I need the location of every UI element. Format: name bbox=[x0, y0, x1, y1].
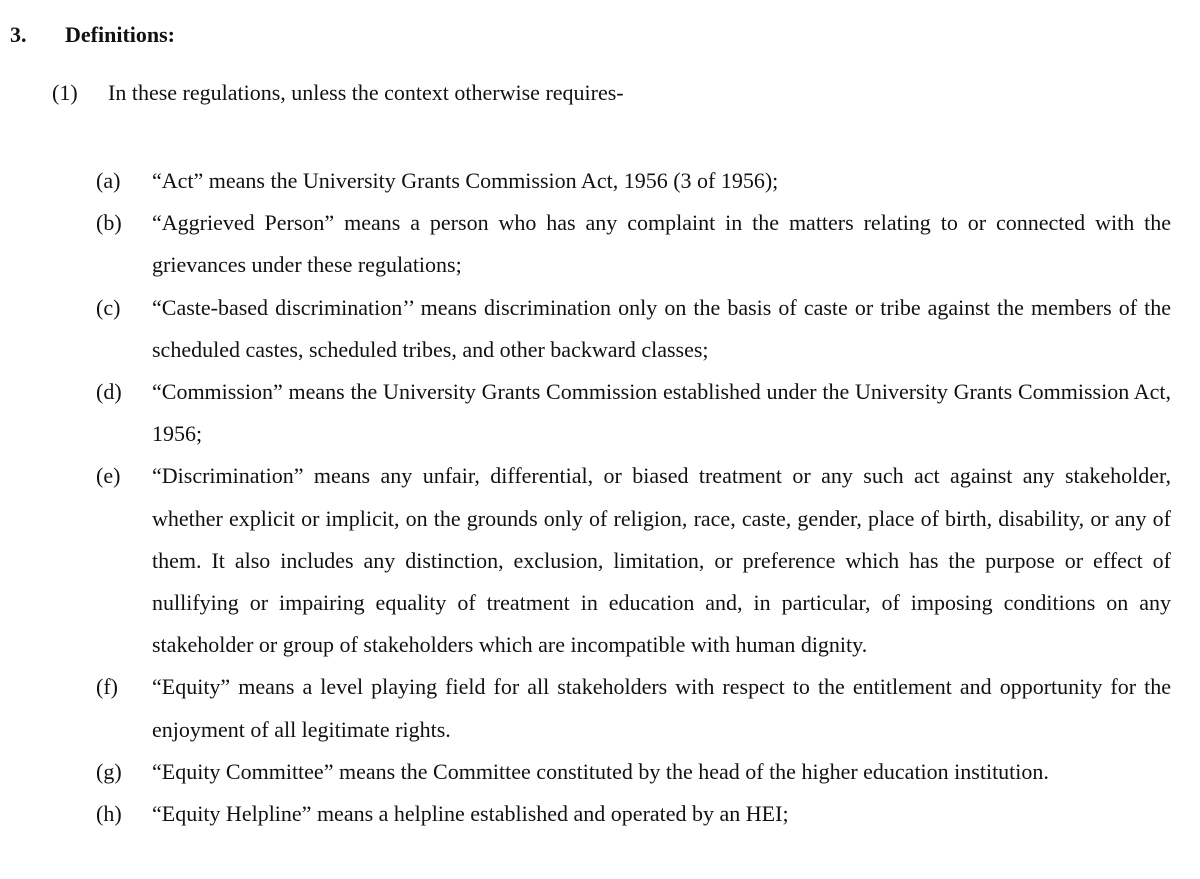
definition-item-g bbox=[96, 751, 1171, 793]
clause-number: (1) bbox=[52, 80, 78, 105]
definition-item-b bbox=[96, 202, 1171, 286]
definition-marker: (a) bbox=[96, 168, 121, 193]
definitions-list bbox=[96, 160, 1171, 835]
clause-intro bbox=[52, 76, 624, 110]
definition-text: “Equity” means a level playing field for all stakeholders with respect to the entitlement and opportunity for the enjoyment of all legitimate rights. bbox=[152, 674, 1171, 742]
definition-text: “Equity Committee” means the Committee constituted by the head of the higher education institution. bbox=[152, 758, 1049, 784]
definition-text: “Act” means the University Grants Commission Act, 1956 (3 of 1956); bbox=[152, 168, 779, 193]
clause-text: In these regulations, unless the context otherwise requires- bbox=[108, 80, 624, 105]
definition-text: “Equity Helpline” means a helpline established and operated by an HEI; bbox=[152, 801, 789, 827]
definition-item-h bbox=[96, 793, 1171, 835]
definition-item-a bbox=[96, 160, 1171, 202]
section-title: Definitions: bbox=[65, 22, 175, 47]
definition-item-c bbox=[96, 287, 1171, 371]
definition-marker: (b) bbox=[96, 210, 122, 236]
definition-text: “Discrimination” means any unfair, differential, or biased treatment or any such act against any stakeholder, whether explicit or implicit, on the grounds only of religion, race, caste, gender, place of birth, disability, or any of them. It also includes any distinction, exclusion, limitation, or preference which has the purpose or effect of nullifying or impairing equality of treatment in education and, in particular, of imposing conditions on any stakeholder or group of stakeholders which are incompatible with human dignity. bbox=[152, 463, 1171, 658]
definition-item-d bbox=[96, 371, 1171, 455]
definition-item-e bbox=[96, 455, 1171, 666]
definition-text: “Commission” means the University Grants Commission established under the University Grants Commission Act, 1956; bbox=[152, 379, 1171, 447]
definition-text: “Aggrieved Person” means a person who has any complaint in the matters relating to or connected with the grievances under these regulations; bbox=[152, 210, 1171, 278]
definition-marker: (c) bbox=[96, 294, 121, 320]
definition-item-f bbox=[96, 666, 1171, 750]
definition-marker: (f) bbox=[96, 674, 118, 700]
definition-marker: (h) bbox=[96, 801, 122, 827]
section-heading bbox=[10, 18, 175, 52]
section-number: 3. bbox=[10, 22, 27, 47]
definition-marker: (e) bbox=[96, 463, 121, 489]
definition-marker: (g) bbox=[96, 758, 122, 784]
definition-marker: (d) bbox=[96, 379, 122, 405]
definition-text: “Caste-based discrimination’’ means discrimination only on the basis of caste or tribe against the members of the scheduled castes, scheduled tribes, and other backward classes; bbox=[152, 294, 1171, 362]
